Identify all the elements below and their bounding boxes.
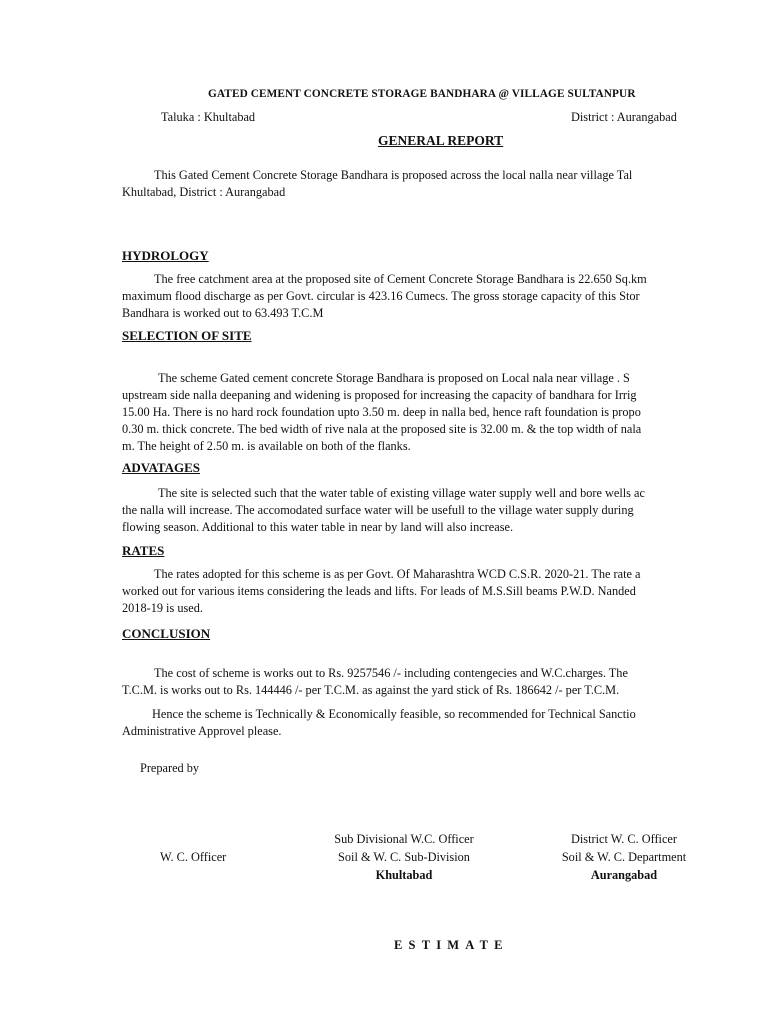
- district-place: Aurangabad: [590, 868, 658, 882]
- rates-line-2: worked out for various items considering the leads and lifts. For leads of M.S.Sill beams P.W.D. Nanded: [122, 584, 636, 598]
- general-report-heading: GENERAL REPORT: [378, 133, 504, 148]
- taluka-label: Taluka : Khultabad: [161, 110, 256, 124]
- conclusion-heading: CONCLUSION: [122, 626, 211, 641]
- intro-line-1: This Gated Cement Concrete Storage Bandhara is proposed across the local nalla near village Tal: [154, 168, 633, 182]
- advantages-line-1: The site is selected such that the water table of existing village water supply well and bore wells ac: [158, 486, 645, 500]
- rates-line-1: The rates adopted for this scheme is as per Govt. Of Maharashtra WCD C.S.R. 2020-21. The rate a: [154, 567, 641, 581]
- hydrology-line-3: Bandhara is worked out to 63.493 T.C.M: [122, 306, 324, 320]
- hydrology-line-2: maximum flood discharge as per Govt. circular is 423.16 Cumecs. The gross storage capacity of this Stor: [122, 289, 640, 303]
- wc-officer-signature: W. C. Officer: [160, 850, 227, 864]
- advantages-line-2: the nalla will increase. The accomodated surface water will be usefull to the village water supply during: [122, 503, 634, 517]
- selection-line-5: m. The height of 2.50 m. is available on both of the flanks.: [122, 439, 411, 453]
- hydrology-line-1: The free catchment area at the proposed site of Cement Concrete Storage Bandhara is 22.650 Sq.km: [154, 272, 647, 286]
- district-department-name: Soil & W. C. Department: [561, 850, 687, 864]
- conclusion-line-3: Hence the scheme is Technically & Economically feasible, so recommended for Technical Sanctio: [152, 707, 636, 721]
- selection-line-3: 15.00 Ha. There is no hard rock foundation upto 3.50 m. deep in nalla bed, hence raft foundation is propo: [122, 405, 641, 419]
- conclusion-line-2: T.C.M. is works out to Rs. 144446 /- per T.C.M. as against the yard stick of Rs. 186642 /- per T.C.M.: [122, 683, 620, 697]
- rates-heading: RATES: [122, 543, 165, 558]
- district-label: District : Aurangabad: [571, 110, 677, 124]
- conclusion-line-4: Administrative Approvel please.: [122, 724, 282, 738]
- prepared-by-label: Prepared by: [140, 761, 200, 775]
- document-title: GATED CEMENT CONCRETE STORAGE BANDHARA @ VILLAGE SULTANPUR: [208, 88, 636, 100]
- advantages-line-3: flowing season. Additional to this water table in near by land will also increase.: [122, 520, 514, 534]
- conclusion-line-1: The cost of scheme is works out to Rs. 9257546 /- including contengecies and W.C.charges. The: [154, 666, 628, 680]
- selection-line-4: 0.30 m. thick concrete. The bed width of rive nala at the proposed site is 32.00 m. & the top width of nala: [122, 422, 642, 436]
- advantages-heading: ADVATAGES: [122, 460, 201, 475]
- sub-division-name: Soil & W. C. Sub-Division: [338, 850, 470, 864]
- sub-division-officer-title: Sub Divisional W.C. Officer: [334, 832, 474, 846]
- selection-line-2: upstream side nalla deepaning and widening is proposed for increasing the capacity of bandhara for Irrig: [122, 388, 637, 402]
- estimate-heading: ESTIMATE: [394, 938, 509, 952]
- rates-line-3: 2018-19 is used.: [122, 601, 203, 615]
- district-officer-title: District W. C. Officer: [571, 832, 677, 846]
- hydrology-heading: HYDROLOGY: [122, 248, 209, 263]
- sub-division-place: Khultabad: [375, 868, 433, 882]
- selection-heading: SELECTION OF SITE: [122, 328, 252, 343]
- selection-line-1: The scheme Gated cement concrete Storage Bandhara is proposed on Local nala near village . S: [158, 371, 630, 385]
- intro-line-2: Khultabad, District : Aurangabad: [122, 185, 286, 199]
